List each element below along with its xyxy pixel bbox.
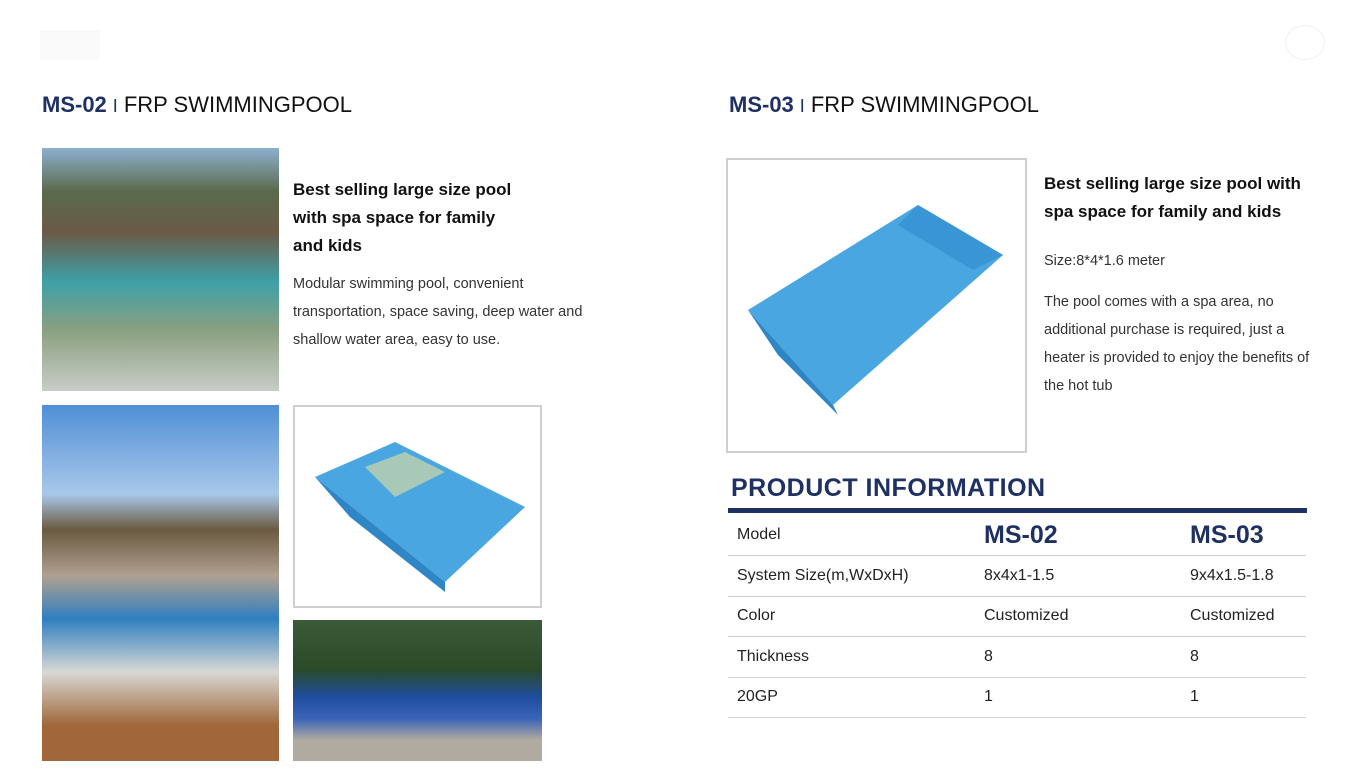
pool-render-ms02 (293, 405, 542, 608)
ms02-headline: Best selling large size pool with spa space for family and kids (293, 180, 512, 255)
divider-bar (728, 508, 1307, 513)
pool-photo-patio (42, 405, 279, 761)
pool-render-ms03 (726, 158, 1027, 453)
product-info-table (728, 515, 1306, 718)
separator: I (112, 96, 118, 116)
ms03-headline: Best selling large size pool with spa space for family and kids (1044, 174, 1301, 221)
ms03-title (729, 92, 1039, 118)
ms03-size: Size:8*4*1.6 meter (1044, 253, 1165, 269)
logo-watermark (40, 30, 100, 60)
product-info-title: PRODUCT INFORMATION (731, 474, 1046, 502)
table-row: System Size(m,WxDxH) 8x4x1-1.5 9x4x1.5-1.8 (728, 556, 1306, 597)
ms02-title (42, 92, 352, 118)
pool-photo-backyard (42, 148, 279, 391)
pool-photo-garden (293, 620, 542, 761)
ms02-description: Modular swimming pool, convenient transportation, space saving, deep water and shallow water area, easy to use. (293, 276, 583, 348)
separator: I (799, 96, 805, 116)
table-row: Thickness 8 8 (728, 637, 1306, 678)
brand-logo-icon (1285, 25, 1325, 60)
table-row: Color Customized Customized (728, 596, 1306, 637)
table-header-row: Model MS-02 MS-03 (728, 515, 1306, 556)
model-code: MS-02 (42, 92, 107, 117)
table-row: 20GP 1 1 (728, 677, 1306, 718)
product-name: FRP SWIMMINGPOOL (810, 92, 1039, 117)
ms03-description: The pool comes with a spa area, no additional purchase is required, just a heater is provided to enjoy the benefits of the hot tub (1044, 294, 1310, 394)
product-name: FRP SWIMMINGPOOL (123, 92, 352, 117)
model-code: MS-03 (729, 92, 794, 117)
